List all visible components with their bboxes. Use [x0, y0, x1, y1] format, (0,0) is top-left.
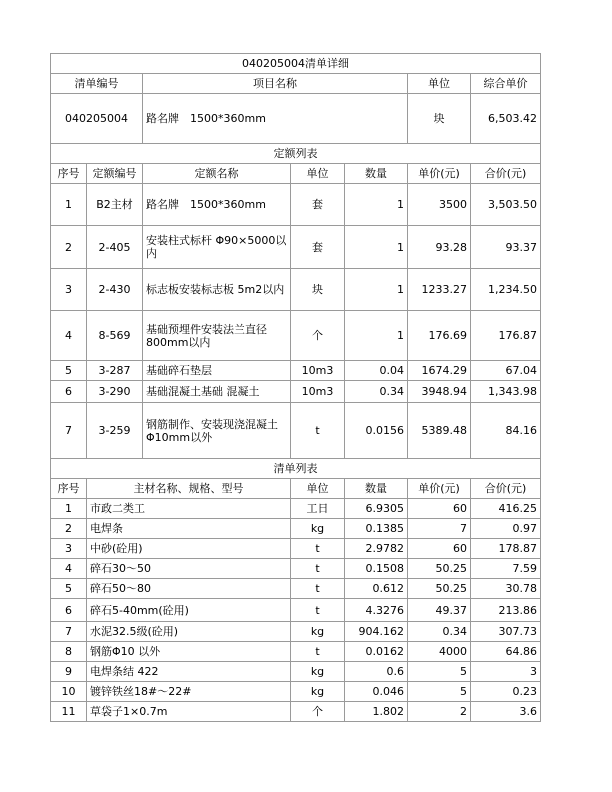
- quota-qty: 1: [345, 311, 408, 361]
- quota-unit: 10m3: [291, 361, 345, 381]
- quota-qty: 1: [345, 226, 408, 269]
- quota-row: [51, 184, 541, 226]
- material-seq: 6: [51, 599, 87, 622]
- quota-qty: 0.0156: [345, 403, 408, 459]
- material-seq: 7: [51, 622, 87, 642]
- quota-code: 3-290: [87, 381, 143, 403]
- material-header-seq: 序号: [51, 479, 87, 499]
- quota-seq: 3: [51, 269, 87, 311]
- material-qty: 904.162: [345, 622, 408, 642]
- quota-code: 3-287: [87, 361, 143, 381]
- material-qty: 0.612: [345, 579, 408, 599]
- item-name: 路名牌 1500*360mm: [143, 94, 408, 144]
- material-unit: t: [291, 539, 345, 559]
- material-qty: 1.802: [345, 702, 408, 722]
- material-row: [51, 599, 541, 622]
- header-bill-code: 清单编号: [51, 74, 143, 94]
- material-header-name: 主材名称、规格、型号: [87, 479, 291, 499]
- quota-unit-price: 1674.29: [408, 361, 471, 381]
- material-qty: 0.046: [345, 682, 408, 702]
- quota-seq: 6: [51, 381, 87, 403]
- quota-seq: 2: [51, 226, 87, 269]
- quota-code: 8-569: [87, 311, 143, 361]
- material-unit-price: 60: [408, 499, 471, 519]
- quota-unit-price: 93.28: [408, 226, 471, 269]
- material-unit: 工日: [291, 499, 345, 519]
- item-code: 040205004: [51, 94, 143, 144]
- material-unit: t: [291, 579, 345, 599]
- material-header-total: 合价(元): [471, 479, 541, 499]
- quota-unit: 个: [291, 311, 345, 361]
- material-row: [51, 682, 541, 702]
- material-total: 0.97: [471, 519, 541, 539]
- material-seq: 2: [51, 519, 87, 539]
- quota-name: 钢筋制作、安装现浇混凝土Φ10mm以外: [143, 403, 291, 459]
- material-total: 64.86: [471, 642, 541, 662]
- material-name: 碎石30～50: [87, 559, 291, 579]
- quota-unit: 套: [291, 184, 345, 226]
- material-unit: kg: [291, 622, 345, 642]
- item-price: 6,503.42: [471, 94, 541, 144]
- material-seq: 9: [51, 662, 87, 682]
- quota-code: 2-430: [87, 269, 143, 311]
- material-row: [51, 702, 541, 722]
- quota-name: 路名牌 1500*360mm: [143, 184, 291, 226]
- material-unit-price: 49.37: [408, 599, 471, 622]
- quota-row: [51, 269, 541, 311]
- material-total: 307.73: [471, 622, 541, 642]
- quota-header-code: 定额编号: [87, 164, 143, 184]
- quota-qty: 0.34: [345, 381, 408, 403]
- quota-seq: 1: [51, 184, 87, 226]
- material-row: [51, 642, 541, 662]
- quota-unit: t: [291, 403, 345, 459]
- material-unit-price: 4000: [408, 642, 471, 662]
- quota-unit: 套: [291, 226, 345, 269]
- quota-row: [51, 403, 541, 459]
- quota-qty: 0.04: [345, 361, 408, 381]
- material-qty: 0.1385: [345, 519, 408, 539]
- quota-name: 安装柱式标杆 Φ90×5000以内: [143, 226, 291, 269]
- material-unit-price: 2: [408, 702, 471, 722]
- quota-name: 基础混凝土基础 混凝土: [143, 381, 291, 403]
- quota-unit-price: 1233.27: [408, 269, 471, 311]
- material-unit: kg: [291, 519, 345, 539]
- quota-total: 93.37: [471, 226, 541, 269]
- material-total: 7.59: [471, 559, 541, 579]
- material-seq: 3: [51, 539, 87, 559]
- quota-name: 标志板安装标志板 5m2以内: [143, 269, 291, 311]
- material-section-title: 清单列表: [51, 459, 541, 479]
- quota-row: [51, 311, 541, 361]
- quota-header-total: 合价(元): [471, 164, 541, 184]
- material-name: 碎石5-40mm(砼用): [87, 599, 291, 622]
- material-unit: kg: [291, 662, 345, 682]
- material-header-qty: 数量: [345, 479, 408, 499]
- quota-header-name: 定额名称: [143, 164, 291, 184]
- material-total: 213.86: [471, 599, 541, 622]
- material-row: [51, 559, 541, 579]
- quota-name: 基础预埋件安装法兰直径800mm以内: [143, 311, 291, 361]
- quota-total: 1,234.50: [471, 269, 541, 311]
- quota-code: 2-405: [87, 226, 143, 269]
- quota-name: 基础碎石垫层: [143, 361, 291, 381]
- header-unit: 单位: [408, 74, 471, 94]
- material-total: 416.25: [471, 499, 541, 519]
- material-total: 178.87: [471, 539, 541, 559]
- material-name: 镀锌铁丝18#～22#: [87, 682, 291, 702]
- quota-unit: 10m3: [291, 381, 345, 403]
- material-unit: t: [291, 642, 345, 662]
- material-seq: 5: [51, 579, 87, 599]
- material-seq: 4: [51, 559, 87, 579]
- material-row: [51, 499, 541, 519]
- material-row: [51, 539, 541, 559]
- page-title: 040205004清单详细: [51, 54, 541, 74]
- material-unit-price: 5: [408, 662, 471, 682]
- material-unit: kg: [291, 682, 345, 702]
- material-row: [51, 662, 541, 682]
- quota-qty: 1: [345, 269, 408, 311]
- material-name: 电焊条: [87, 519, 291, 539]
- material-name: 市政二类工: [87, 499, 291, 519]
- material-unit-price: 5: [408, 682, 471, 702]
- material-seq: 11: [51, 702, 87, 722]
- header-item-name: 项目名称: [143, 74, 408, 94]
- quota-unit-price: 3500: [408, 184, 471, 226]
- quota-row: [51, 381, 541, 403]
- quota-header-seq: 序号: [51, 164, 87, 184]
- quota-total: 84.16: [471, 403, 541, 459]
- quota-seq: 5: [51, 361, 87, 381]
- quota-unit-price: 176.69: [408, 311, 471, 361]
- material-qty: 4.3276: [345, 599, 408, 622]
- material-total: 30.78: [471, 579, 541, 599]
- quota-unit-price: 5389.48: [408, 403, 471, 459]
- bill-detail-table: [50, 53, 541, 722]
- material-name: 水泥32.5级(砼用): [87, 622, 291, 642]
- material-row: [51, 622, 541, 642]
- quota-header-qty: 数量: [345, 164, 408, 184]
- quota-total: 176.87: [471, 311, 541, 361]
- material-row: [51, 579, 541, 599]
- material-unit: t: [291, 559, 345, 579]
- material-total: 0.23: [471, 682, 541, 702]
- material-seq: 10: [51, 682, 87, 702]
- quota-seq: 4: [51, 311, 87, 361]
- quota-code: B2主材: [87, 184, 143, 226]
- material-unit-price: 50.25: [408, 579, 471, 599]
- material-qty: 0.1508: [345, 559, 408, 579]
- material-unit-price: 7: [408, 519, 471, 539]
- material-name: 钢筋Φ10 以外: [87, 642, 291, 662]
- quota-code: 3-259: [87, 403, 143, 459]
- header-composite-price: 综合单价: [471, 74, 541, 94]
- material-unit-price: 60: [408, 539, 471, 559]
- material-total: 3.6: [471, 702, 541, 722]
- material-row: [51, 519, 541, 539]
- material-unit-price: 0.34: [408, 622, 471, 642]
- material-qty: 0.0162: [345, 642, 408, 662]
- material-name: 中砂(砼用): [87, 539, 291, 559]
- material-unit-price: 50.25: [408, 559, 471, 579]
- material-name: 电焊条结 422: [87, 662, 291, 682]
- item-unit: 块: [408, 94, 471, 144]
- quota-header-unit: 单位: [291, 164, 345, 184]
- quota-seq: 7: [51, 403, 87, 459]
- material-qty: 6.9305: [345, 499, 408, 519]
- quota-row: [51, 226, 541, 269]
- quota-total: 67.04: [471, 361, 541, 381]
- material-name: 碎石50～80: [87, 579, 291, 599]
- material-qty: 2.9782: [345, 539, 408, 559]
- material-unit: 个: [291, 702, 345, 722]
- quota-unit-price: 3948.94: [408, 381, 471, 403]
- quota-row: [51, 361, 541, 381]
- material-seq: 8: [51, 642, 87, 662]
- quota-total: 1,343.98: [471, 381, 541, 403]
- material-header-unit: 单位: [291, 479, 345, 499]
- quota-qty: 1: [345, 184, 408, 226]
- material-seq: 1: [51, 499, 87, 519]
- quota-header-unit-price: 单价(元): [408, 164, 471, 184]
- quota-unit: 块: [291, 269, 345, 311]
- quota-total: 3,503.50: [471, 184, 541, 226]
- material-total: 3: [471, 662, 541, 682]
- material-qty: 0.6: [345, 662, 408, 682]
- quota-section-title: 定额列表: [51, 144, 541, 164]
- material-unit: t: [291, 599, 345, 622]
- material-header-unit-price: 单价(元): [408, 479, 471, 499]
- material-name: 草袋子1×0.7m: [87, 702, 291, 722]
